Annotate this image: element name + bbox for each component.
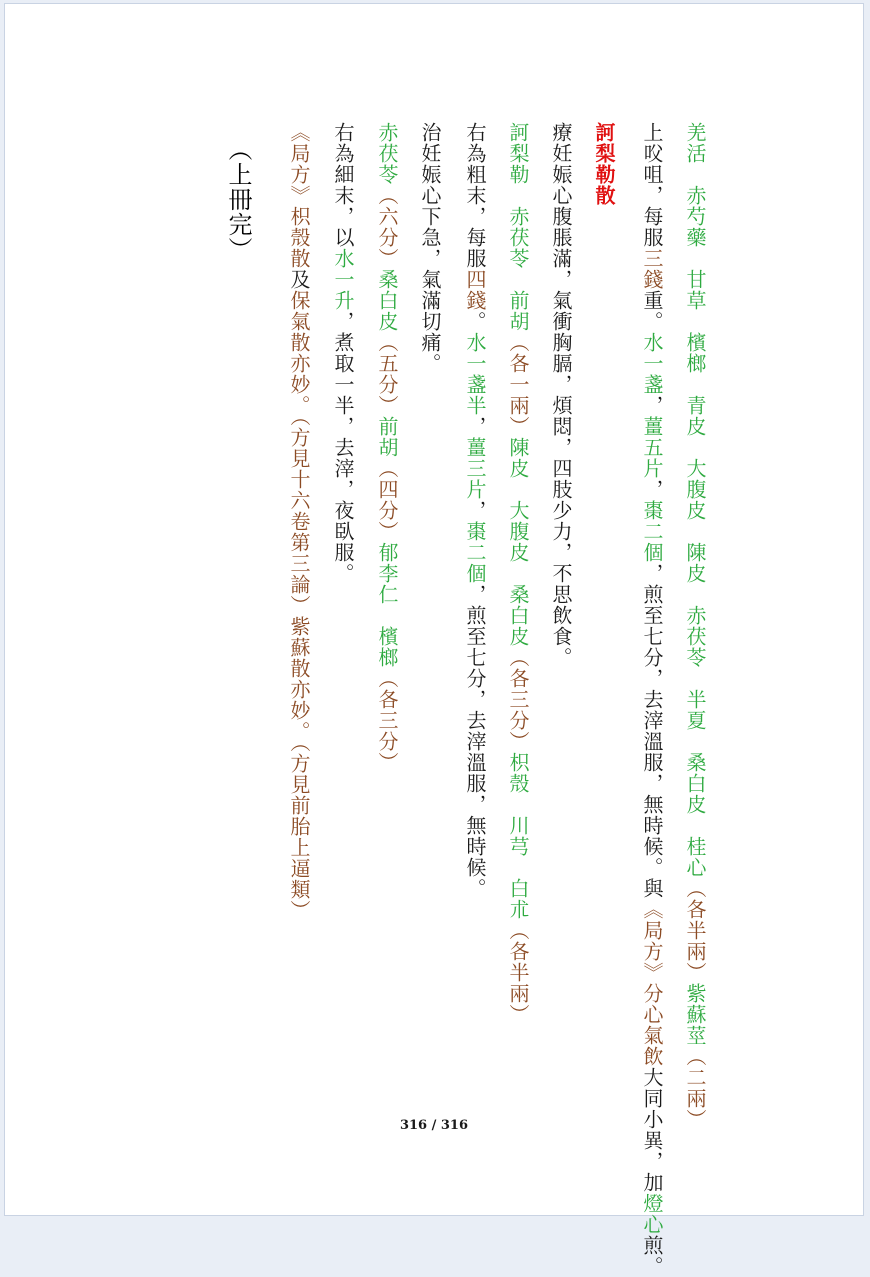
text-segment-dose: 四錢 — [463, 269, 487, 311]
text-segment-dose: （各一兩） — [506, 332, 530, 437]
text-segment-dose: （四分） — [375, 458, 399, 542]
text-column — [505, 122, 531, 1025]
text-column — [417, 122, 443, 374]
text-segment-dose: 三錢 — [640, 248, 664, 290]
text-segment-text: 療妊娠心腹脹滿，氣衝胸膈，煩悶，四肢少力，不思飲食。 — [549, 122, 573, 668]
text-segment-dose: （各半兩） — [683, 878, 707, 983]
text-segment-dose: （五分） — [375, 332, 399, 416]
recipe-heading — [591, 122, 617, 206]
text-segment-text: 右為粗末，每服 — [463, 122, 487, 269]
text-column — [286, 122, 312, 921]
text-segment-text: 大同小異，加 — [640, 1067, 664, 1193]
text-segment-text: ，煮取一半，去滓，夜臥服。 — [331, 311, 355, 584]
text-segment-herb: 陳皮 大腹皮 桑白皮 — [506, 437, 530, 647]
text-segment-dose: 《局方》分心氣飲 — [640, 899, 664, 1067]
text-segment-text: 治妊娠心下急，氣滿切痛。 — [418, 122, 442, 374]
text-segment-herb: 前胡 — [375, 416, 399, 458]
text-column — [548, 122, 574, 668]
text-segment-dose: 《局方》枳殼散 — [287, 122, 311, 269]
text-segment-dose: （各三分） — [375, 668, 399, 773]
text-segment-herb: 桑白皮 — [375, 269, 399, 332]
text-column — [682, 122, 708, 1130]
text-segment-heading: 訶梨勒散 — [592, 122, 616, 206]
text-segment-dose: （各半兩） — [506, 920, 530, 1025]
text-segment-text: ， — [640, 395, 664, 416]
text-segment-herb: 紫蘇莖 — [683, 983, 707, 1046]
text-segment-text: 右為細末，以 — [331, 122, 355, 248]
text-segment-dose: （六分） — [375, 185, 399, 269]
text-segment-dose: 紫蘇散 — [287, 616, 311, 679]
text-segment-herb: 訶梨勒 赤茯苓 前胡 — [506, 122, 530, 332]
text-segment-herb: 薑五片 — [640, 416, 664, 479]
text-segment-dose: 亦妙。（方見前胎上逼類） — [287, 679, 311, 921]
text-column — [462, 122, 488, 899]
text-segment-dose: （各三分） — [506, 647, 530, 752]
page-indicator: 316 / 316 — [399, 1118, 469, 1133]
text-segment-text: 。 — [463, 311, 487, 332]
text-segment-herb: 水一盞半 — [463, 332, 487, 416]
end-mark: （上冊完） — [224, 137, 252, 262]
text-segment-herb: 枳殼 川芎 白朮 — [506, 752, 530, 920]
document-page — [4, 3, 864, 1277]
text-segment-herb: 赤茯苓 — [375, 122, 399, 185]
text-segment-dose: 亦妙。（方見十六卷第三論） — [287, 353, 311, 616]
text-segment-herb: 棗二個 — [640, 500, 664, 563]
text-segment-herb: 薑三片 — [463, 437, 487, 500]
text-column — [330, 122, 356, 584]
text-segment-text: ，煎至七分，去滓溫服，無時候。與 — [640, 563, 664, 899]
text-segment-herb: 棗二個 — [463, 521, 487, 584]
text-segment-text: 上㕮咀，每服 — [640, 122, 664, 248]
text-segment-text: ， — [463, 500, 487, 521]
text-segment-herb: 燈心 — [640, 1193, 664, 1235]
text-column — [374, 122, 400, 773]
text-segment-dose: 保氣散 — [287, 290, 311, 353]
text-segment-text: 重。 — [640, 290, 664, 332]
text-segment-text: ， — [640, 479, 664, 500]
text-segment-dose: （二兩） — [683, 1046, 707, 1130]
text-segment-herb: 羌活 赤芍藥 甘草 檳榔 青皮 大腹皮 陳皮 赤茯苓 半夏 桑白皮 桂心 — [683, 122, 707, 878]
text-segment-text: 及 — [287, 269, 311, 290]
text-column — [639, 122, 665, 1277]
text-segment-text: 煎。 — [640, 1235, 664, 1277]
text-segment-text: ，煎至七分，去滓溫服，無時候。 — [463, 584, 487, 899]
text-segment-herb: 水一升 — [331, 248, 355, 311]
text-segment-herb: 水一盞 — [640, 332, 664, 395]
text-segment-herb: 郁李仁 檳榔 — [375, 542, 399, 668]
text-segment-text: ， — [463, 416, 487, 437]
